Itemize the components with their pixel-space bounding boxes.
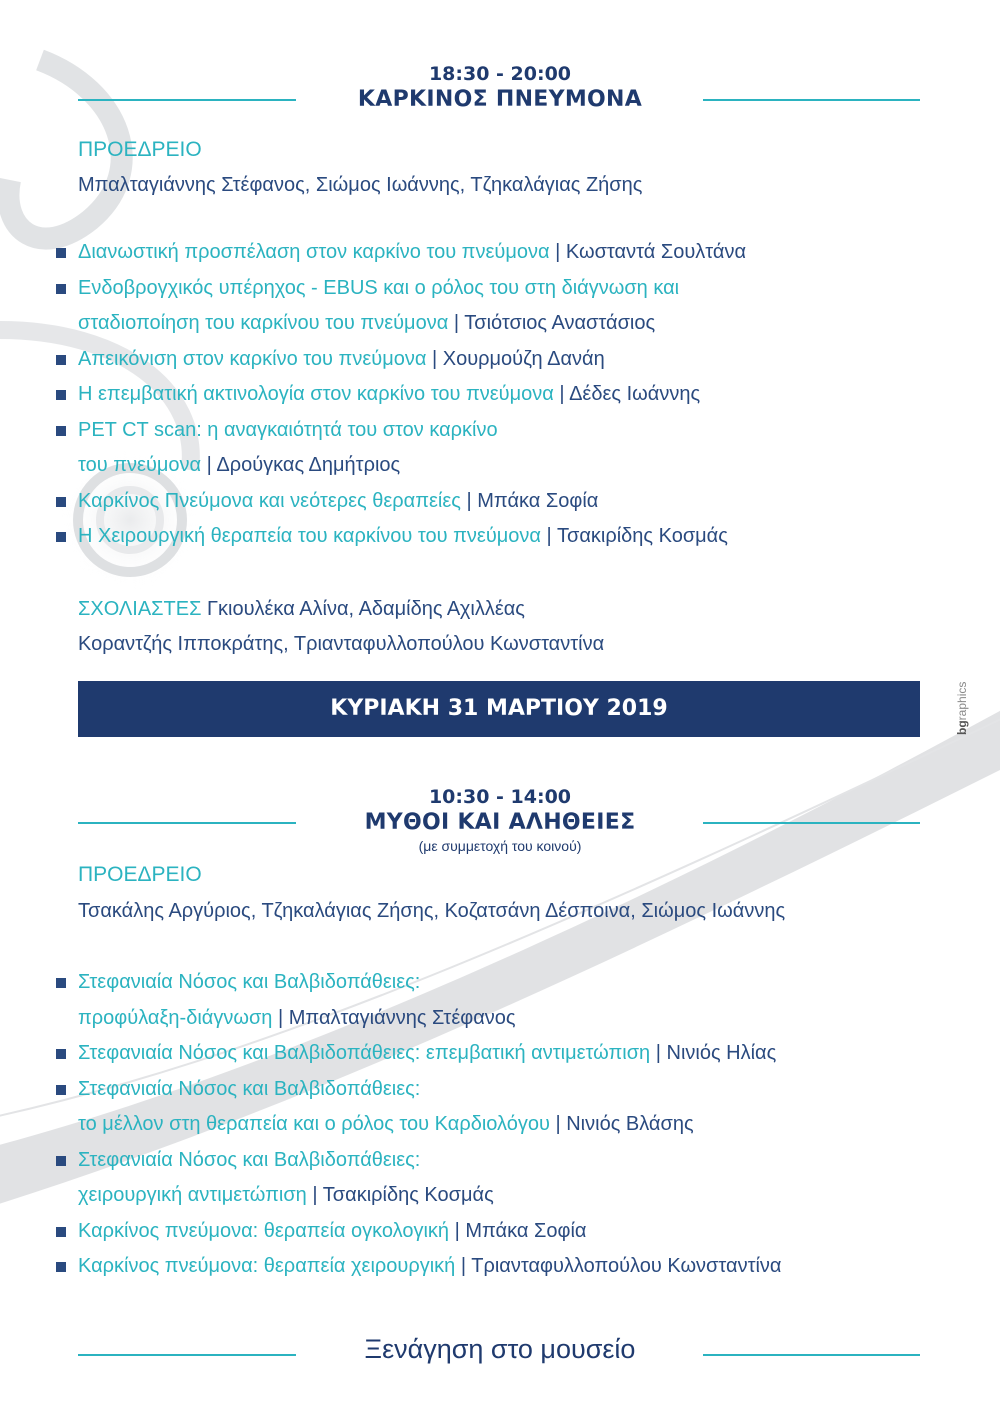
session2-rule-right: [703, 822, 920, 824]
talk-speaker: Νινιός Βλάσης: [566, 1113, 694, 1135]
talk-speaker: Νινιός Ηλίας: [666, 1042, 777, 1064]
session1-commentators: [78, 592, 604, 662]
separator: |: [546, 525, 552, 547]
talk-item: [50, 377, 970, 413]
session1-title: ΚΑΡΚΙΝΟΣ ΠΝΕΥΜΟΝΑ: [357, 87, 643, 112]
talk-item: [50, 1214, 970, 1250]
talk-item: [50, 1036, 970, 1072]
footer-rule-right: [703, 1354, 920, 1356]
talk-speaker: Δρούγκας Δημήτριος: [216, 454, 401, 476]
talk-speaker: Κωσταντά Σουλτάνα: [565, 241, 747, 263]
talk-title: Η επεμβατική ακτινολογία στον καρκίνο του πνεύμονα: [78, 383, 554, 405]
talk-title: Ενδοβρογχικός υπέρηχος - EBUS και ο ρόλος του στη διάγνωση και: [78, 276, 680, 299]
talk-speaker: Τσιότσιος Αναστάσιος: [464, 312, 656, 334]
talk-item: [50, 1072, 970, 1143]
separator: |: [312, 1184, 318, 1206]
talk-speaker: Τσακιρίδης Κοσμάς: [322, 1184, 494, 1206]
session2-presidium-names: Τσακάλης Αργύριος, Τζηκαλάγιας Ζήσης, Κοζατσάνη Δέσποινα, Σιώμος Ιωάννης: [78, 900, 786, 922]
talk-item: [50, 519, 970, 555]
square-bullet-icon: [56, 248, 66, 258]
talk-title: Καρκίνος Πνεύμονα και νεότερες θεραπείες: [78, 489, 461, 512]
talk-title: Διανωστική προσπέλαση στον καρκίνο του πνεύμονα: [78, 241, 550, 263]
talk-title: Στεφανιαία Νόσος και Βαλβιδοπάθειες: επεμβατική αντιμετώπιση: [78, 1042, 651, 1064]
square-bullet-icon: [56, 1049, 66, 1059]
separator: |: [431, 347, 438, 370]
separator: |: [559, 383, 565, 405]
talk-item: [50, 484, 970, 520]
talk-speaker: Δέδες Ιωάννης: [569, 383, 701, 405]
talk-title-cont: το μέλλον στη θεραπεία και ο ρόλος του Καρδιολόγου: [78, 1113, 550, 1135]
session1-rule-left: [78, 99, 296, 101]
separator: |: [555, 1113, 561, 1135]
session2-time: 10:30 - 14:00: [428, 786, 572, 808]
commentators-label: ΣΧΟΛΙΑΣΤΕΣ: [78, 598, 202, 620]
day-banner: ΚΥΡΙΑΚΗ 31 ΜΑΡΤΙΟΥ 2019: [78, 681, 920, 737]
commentators-line2: Κοραντζής Ιπποκράτης, Τριανταφυλλοπούλου Κωνσταντίνα: [78, 633, 605, 655]
talk-speaker: Μπάκα Σοφία: [465, 1219, 587, 1242]
separator: |: [466, 489, 472, 512]
separator: |: [555, 241, 561, 263]
talk-title: Η Χειρουργική θεραπεία του καρκίνου του πνεύμονα: [78, 525, 541, 547]
talk-item: [50, 965, 970, 1036]
footer-title: Ξενάγηση στο μουσείο: [364, 1334, 636, 1364]
session1-rule-right: [703, 99, 920, 101]
talk-title: Απεικόνιση στον καρκίνο του πνεύμονα: [78, 347, 427, 370]
talk-item: [50, 1249, 970, 1285]
talk-speaker: Τσακιρίδης Κοσμάς: [556, 525, 728, 547]
separator: |: [453, 312, 460, 334]
talk-speaker: Μπαλταγιάννης Στέφανος: [288, 1006, 516, 1029]
separator: |: [278, 1006, 284, 1029]
talk-title: Στεφανιαία Νόσος και Βαλβιδοπάθειες:: [78, 1148, 421, 1171]
talk-title: Καρκίνος πνεύμονα: θεραπεία χειρουργική: [78, 1255, 456, 1277]
talk-title-cont: σταδιοποίηση του καρκίνου του πνεύμονα: [78, 312, 449, 334]
talk-item: [50, 413, 970, 484]
square-bullet-icon: [56, 1156, 66, 1166]
square-bullet-icon: [56, 284, 66, 294]
talk-speaker: Τριανταφυλλοπούλου Κωνσταντίνα: [471, 1255, 782, 1277]
talk-item: [50, 235, 970, 271]
session2-title: ΜΥΘΟΙ ΚΑΙ ΑΛΗΘΕΙΕΣ: [364, 810, 636, 835]
talk-title: Στεφανιαία Νόσος και Βαλβιδοπάθειες:: [78, 1077, 421, 1100]
footer-rule-left: [78, 1354, 296, 1356]
separator: |: [655, 1042, 661, 1064]
talk-item: [50, 342, 970, 378]
session2-rule-left: [78, 822, 296, 824]
talk-title: Καρκίνος πνεύμονα: θεραπεία ογκολογική: [78, 1219, 450, 1242]
square-bullet-icon: [56, 1262, 66, 1272]
talk-item: [50, 271, 970, 342]
square-bullet-icon: [56, 426, 66, 436]
square-bullet-icon: [56, 355, 66, 365]
square-bullet-icon: [56, 978, 66, 988]
square-bullet-icon: [56, 390, 66, 400]
session2-presidium-label: ΠΡΟΕΔΡΕΙΟ: [78, 863, 202, 886]
talk-title: Στεφανιαία Νόσος και Βαλβιδοπάθειες:: [78, 971, 421, 993]
session2-talk-list: [50, 965, 970, 1285]
separator: |: [460, 1255, 467, 1277]
separator: |: [206, 454, 212, 476]
square-bullet-icon: [56, 1085, 66, 1095]
credit-bold: bg: [955, 720, 969, 735]
talk-title-cont: του πνεύμονα: [78, 454, 202, 476]
session2-subtitle: (με συμμετοχή του κοινού): [418, 838, 582, 854]
session1-time: 18:30 - 20:00: [428, 63, 572, 85]
talk-item: [50, 1143, 970, 1214]
credit-rest: raphics: [955, 681, 969, 721]
session1-presidium-names: Μπαλταγιάννης Στέφανος, Σιώμος Ιωάννης, Τζηκαλάγιας Ζήσης: [78, 174, 643, 196]
commentators-line1: Γκιουλέκα Αλίνα, Αδαμίδης Αχιλλέας: [207, 598, 525, 620]
session1-presidium-label: ΠΡΟΕΔΡΕΙΟ: [78, 138, 202, 161]
square-bullet-icon: [56, 532, 66, 542]
separator: |: [454, 1219, 460, 1242]
talk-title-cont: χειρουργική αντιμετώπιση: [78, 1184, 307, 1206]
designer-credit: [955, 682, 969, 735]
square-bullet-icon: [56, 1227, 66, 1237]
session1-header: [0, 62, 1000, 114]
talk-speaker: Χουρμούζη Δανάη: [442, 347, 605, 370]
session2-header: [0, 785, 1000, 855]
talk-title-cont: προφύλαξη-διάγνωση: [78, 1006, 273, 1029]
talk-title: PET CT scan: η αναγκαιότητά του στον καρκίνο: [78, 418, 498, 441]
square-bullet-icon: [56, 497, 66, 507]
session1-talk-list: [50, 235, 970, 555]
talk-speaker: Μπάκα Σοφία: [477, 489, 599, 512]
